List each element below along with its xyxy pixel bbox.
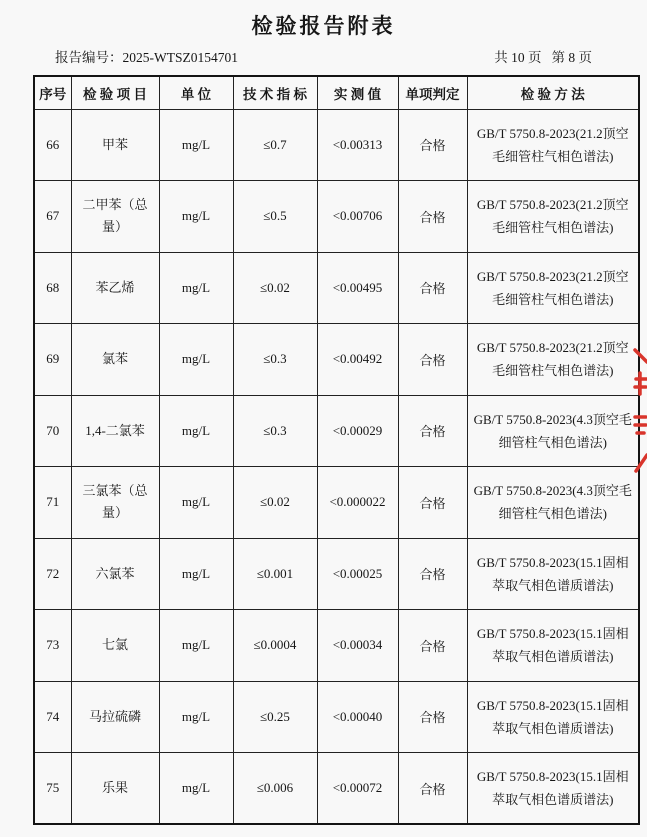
report-number-label: 报告编号：: [55, 50, 123, 65]
table-header-row: [34, 76, 639, 109]
table-row: [34, 181, 639, 253]
cell-technical-limit: ≤0.0004: [233, 610, 317, 682]
header-unit: 单 位: [159, 76, 233, 109]
cell-test-method: GB/T 5750.8-2023(15.1固相萃取气相色谱质谱法): [467, 753, 639, 825]
report-number-value: 2025-WTSZ0154701: [122, 50, 238, 65]
cell-technical-limit: ≤0.001: [233, 538, 317, 610]
table-row: [34, 395, 639, 467]
cell-judgment: 合格: [398, 753, 467, 825]
cell-serial-number: 69: [34, 324, 71, 396]
cell-unit: mg/L: [159, 252, 233, 324]
cell-judgment: 合格: [398, 681, 467, 753]
cell-test-method: GB/T 5750.8-2023(21.2顶空毛细管柱气相色谱法): [467, 324, 639, 396]
report-meta: [55, 46, 592, 66]
header-measured: 实 测 值: [317, 76, 398, 109]
cell-technical-limit: ≤0.3: [233, 395, 317, 467]
cell-measured-value: <0.00025: [317, 538, 398, 610]
header-limit: 技 术 指 标: [233, 76, 317, 109]
cell-test-method: GB/T 5750.8-2023(15.1固相萃取气相色谱质谱法): [467, 610, 639, 682]
cell-unit: mg/L: [159, 109, 233, 181]
cell-measured-value: <0.00072: [317, 753, 398, 825]
cell-test-method: GB/T 5750.8-2023(15.1固相萃取气相色谱质谱法): [467, 538, 639, 610]
cell-serial-number: 66: [34, 109, 71, 181]
table-row: [34, 538, 639, 610]
cell-test-item: 六氯苯: [71, 538, 159, 610]
cell-measured-value: <0.00034: [317, 610, 398, 682]
cell-serial-number: 70: [34, 395, 71, 467]
cell-test-item: 甲苯: [71, 109, 159, 181]
cell-serial-number: 75: [34, 753, 71, 825]
cell-unit: mg/L: [159, 753, 233, 825]
cell-technical-limit: ≤0.7: [233, 109, 317, 181]
cell-unit: mg/L: [159, 610, 233, 682]
cell-judgment: 合格: [398, 109, 467, 181]
cell-serial-number: 67: [34, 181, 71, 253]
cell-test-item: 氯苯: [71, 324, 159, 396]
cell-measured-value: <0.00313: [317, 109, 398, 181]
cell-technical-limit: ≤0.006: [233, 753, 317, 825]
cell-judgment: 合格: [398, 324, 467, 396]
cell-unit: mg/L: [159, 395, 233, 467]
cell-test-item: 七氯: [71, 610, 159, 682]
cell-technical-limit: ≤0.5: [233, 181, 317, 253]
header-no: 序号: [34, 76, 71, 109]
cell-test-method: GB/T 5750.8-2023(21.2顶空毛细管柱气相色谱法): [467, 252, 639, 324]
cell-test-method: GB/T 5750.8-2023(4.3顶空毛细管柱气相色谱法): [467, 395, 639, 467]
cell-technical-limit: ≤0.02: [233, 467, 317, 539]
cell-measured-value: <0.00495: [317, 252, 398, 324]
cell-judgment: 合格: [398, 610, 467, 682]
cell-unit: mg/L: [159, 181, 233, 253]
page-current: 第 8 页: [551, 50, 592, 65]
header-item: 检 验 项 目: [71, 76, 159, 109]
cell-unit: mg/L: [159, 324, 233, 396]
cell-judgment: 合格: [398, 395, 467, 467]
cell-serial-number: 68: [34, 252, 71, 324]
cell-judgment: 合格: [398, 181, 467, 253]
cell-technical-limit: ≤0.3: [233, 324, 317, 396]
cell-measured-value: <0.000022: [317, 467, 398, 539]
cell-judgment: 合格: [398, 252, 467, 324]
table-row: [34, 753, 639, 825]
inspection-results-table: [33, 75, 640, 825]
table-row: [34, 610, 639, 682]
cell-test-item: 乐果: [71, 753, 159, 825]
cell-test-item: 马拉硫磷: [71, 681, 159, 753]
cell-test-method: GB/T 5750.8-2023(4.3顶空毛细管柱气相色谱法): [467, 467, 639, 539]
cell-test-item: 苯乙烯: [71, 252, 159, 324]
cell-technical-limit: ≤0.02: [233, 252, 317, 324]
cell-measured-value: <0.00706: [317, 181, 398, 253]
cell-unit: mg/L: [159, 681, 233, 753]
cell-measured-value: <0.00040: [317, 681, 398, 753]
header-method: 检 验 方 法: [467, 76, 639, 109]
header-judgment: 单项判定: [398, 76, 467, 109]
cell-test-method: GB/T 5750.8-2023(21.2顶空毛细管柱气相色谱法): [467, 181, 639, 253]
cell-serial-number: 71: [34, 467, 71, 539]
cell-serial-number: 74: [34, 681, 71, 753]
pages-total: 共 10 页: [494, 50, 542, 65]
table-row: [34, 681, 639, 753]
report-number-line: [55, 46, 238, 66]
cell-measured-value: <0.00492: [317, 324, 398, 396]
cell-test-item: 三氯苯（总量）: [71, 467, 159, 539]
cell-measured-value: <0.00029: [317, 395, 398, 467]
cell-test-item: 二甲苯（总量）: [71, 181, 159, 253]
table-row: [34, 467, 639, 539]
cell-test-method: GB/T 5750.8-2023(21.2顶空毛细管柱气相色谱法): [467, 109, 639, 181]
table-row: [34, 252, 639, 324]
cell-judgment: 合格: [398, 538, 467, 610]
cell-serial-number: 72: [34, 538, 71, 610]
cell-technical-limit: ≤0.25: [233, 681, 317, 753]
pagination: [494, 46, 592, 66]
cell-test-item: 1,4-二氯苯: [71, 395, 159, 467]
cell-judgment: 合格: [398, 467, 467, 539]
cell-test-method: GB/T 5750.8-2023(15.1固相萃取气相色谱质谱法): [467, 681, 639, 753]
cell-serial-number: 73: [34, 610, 71, 682]
page-title: 检验报告附表: [251, 14, 396, 38]
cell-unit: mg/L: [159, 538, 233, 610]
table-row: [34, 324, 639, 396]
cell-unit: mg/L: [159, 467, 233, 539]
table-row: [34, 109, 639, 181]
